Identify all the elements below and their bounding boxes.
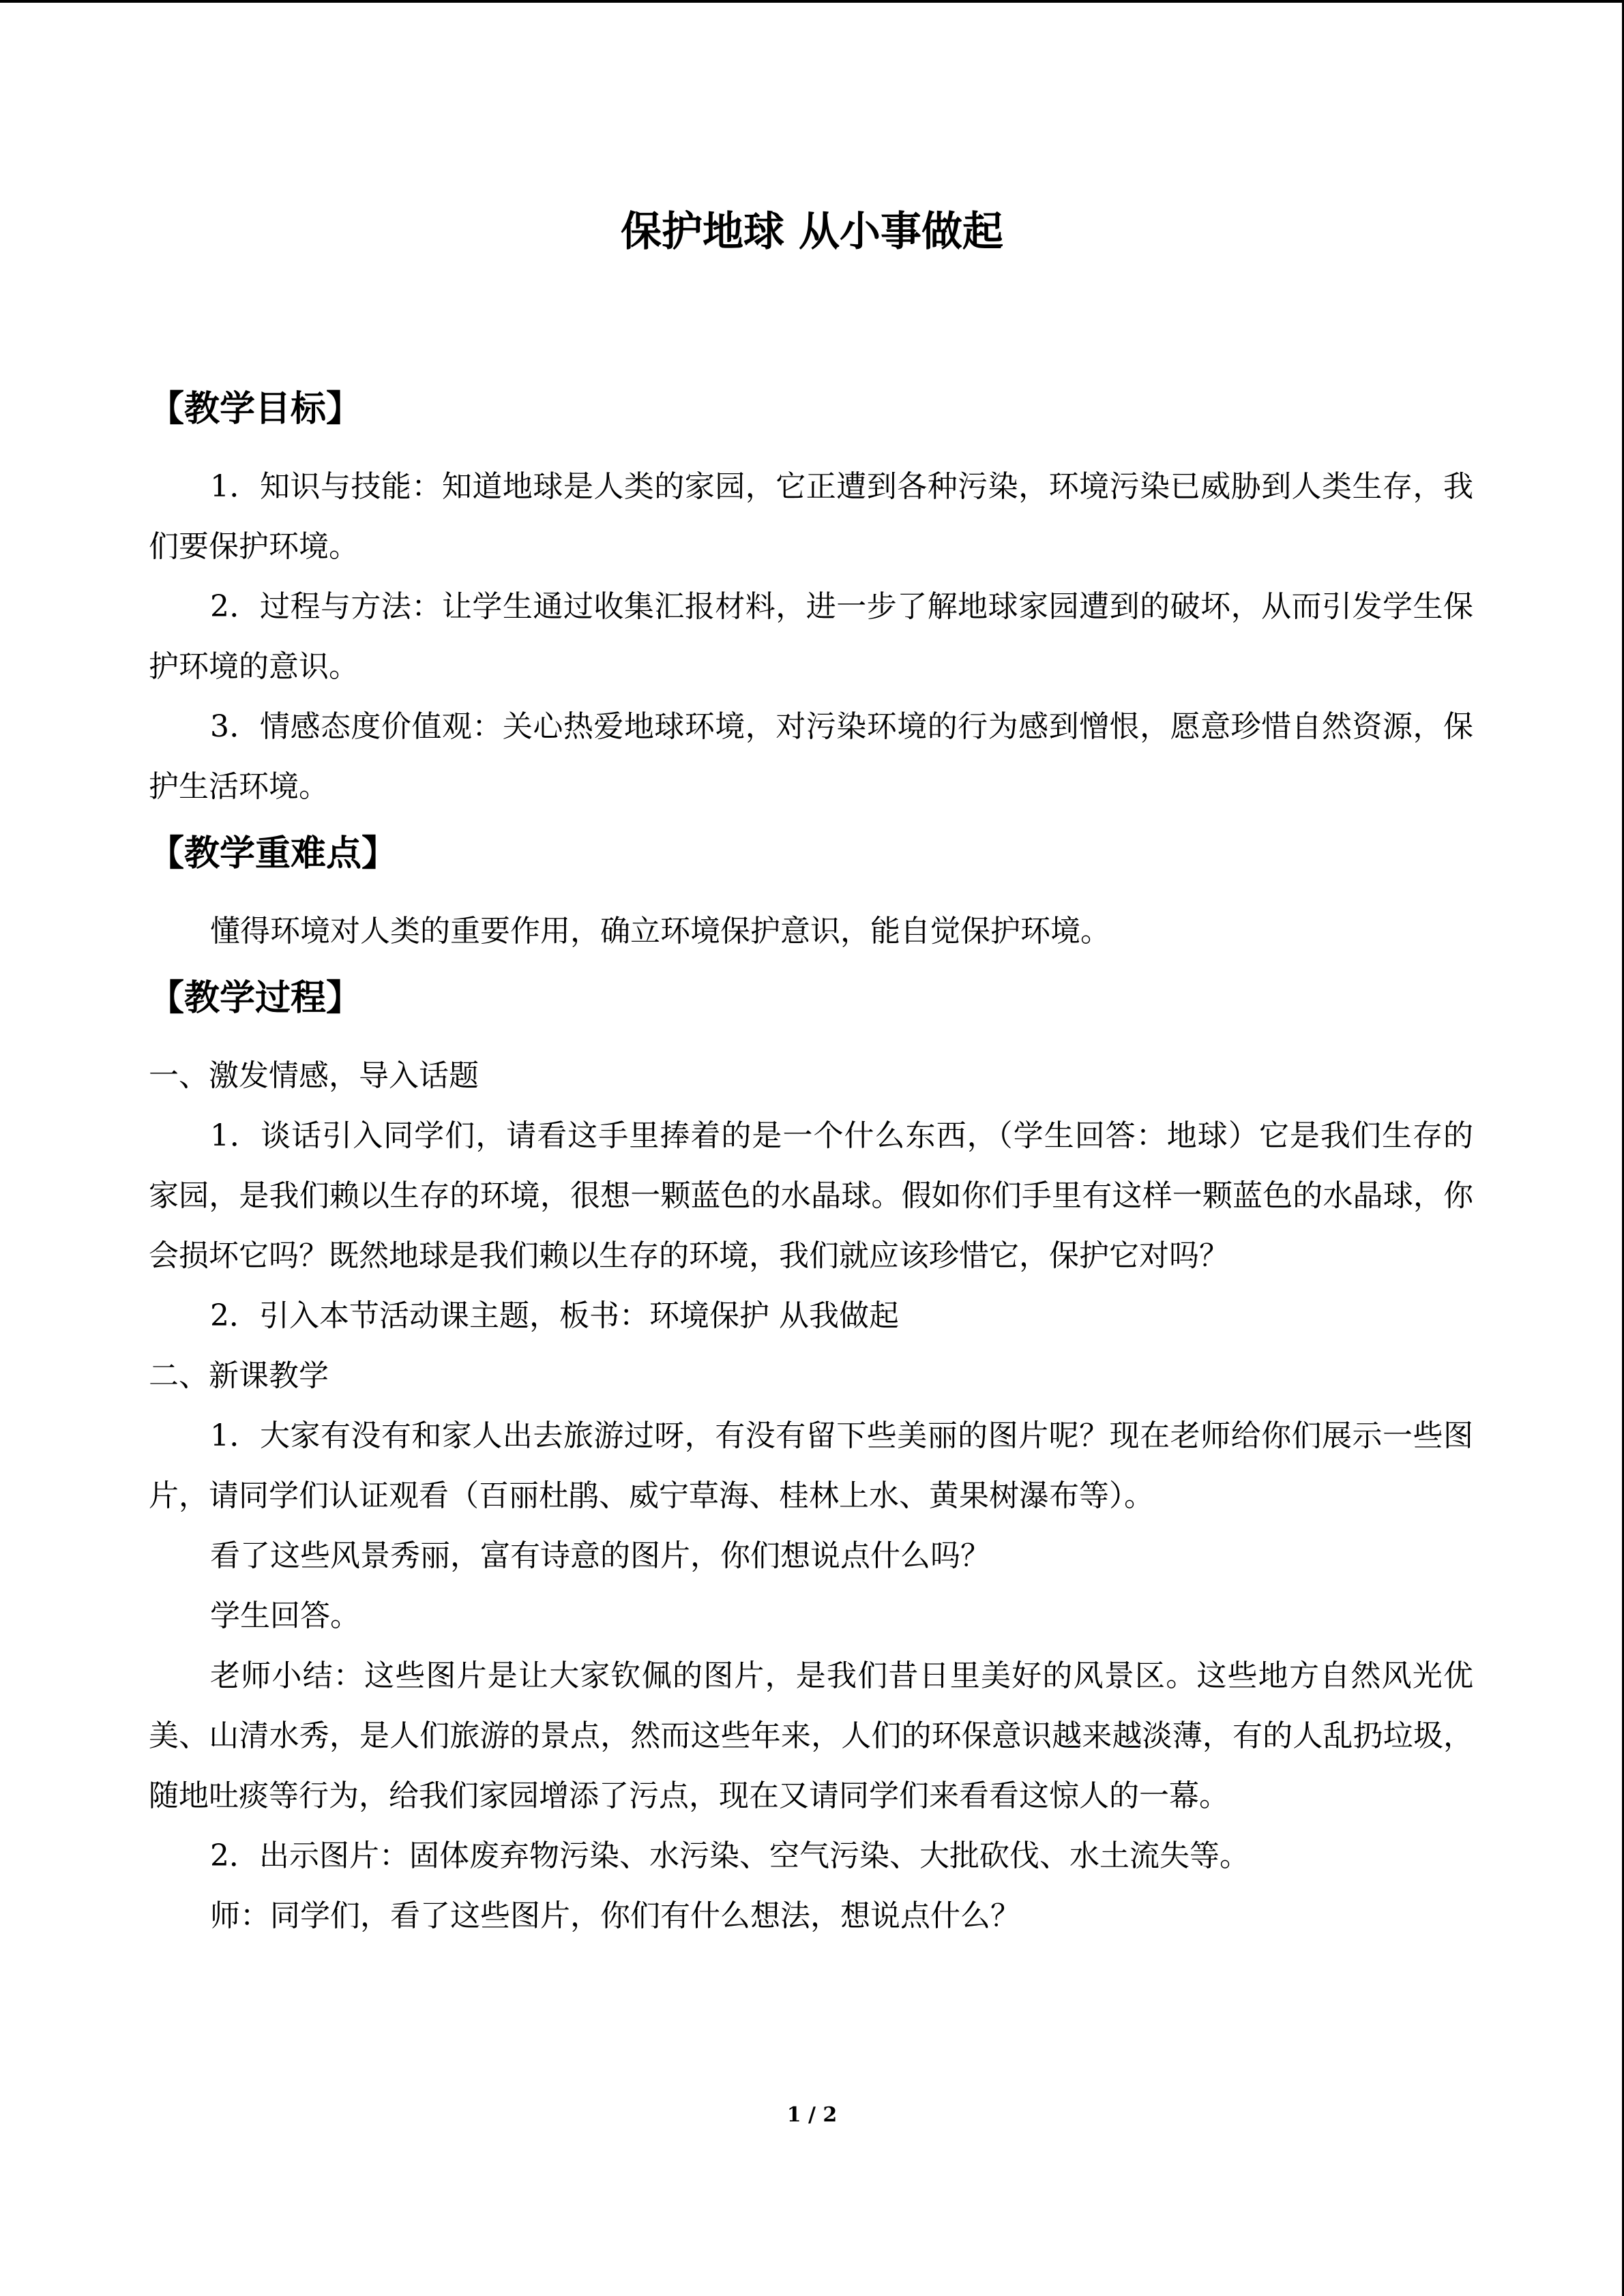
process-part1-heading: 一、激发情感，导入话题 [149,1058,479,1093]
key-points-text: 懂得环境对人类的重要作用，确立环境保护意识，能自觉保护环境。 [210,914,1110,949]
section-heading-process: 【教学过程】 [149,978,362,1019]
section-process [149,971,1473,1946]
section-heading-key-points: 【教学重难点】 [149,833,398,874]
goal-item: 1．知识与技能：知道地球是人类的家园，它正遭到各种污染，环境污染已威胁到人类生存，我们要保护环境。 [149,469,1473,564]
page-indicator: 1 / 2 [786,2103,838,2127]
process-item: 1．谈话引入同学们，请看这手里捧着的是一个什么东西，（学生回答：地球）它是我们生存的家园，是我们赖以生存的环境，很想一颗蓝色的水晶球。假如你们手里有这样一颗蓝色的水晶球，你会损坏它吗？既然地球是我们赖以生存的环境，我们就应该珍惜它，保护它对吗？ [149,1118,1473,1273]
process-item: 2．出示图片：固体废弃物污染、水污染、空气污染、大批砍伐、水土流失等。 [210,1838,1250,1873]
process-item: 老师小结：这些图片是让大家钦佩的图片，是我们昔日里美好的风景区。这些地方自然风光优美、山清水秀，是人们旅游的景点，然而这些年来，人们的环保意识越来越淡薄，有的人乱扔垃圾，随地吐痰等行为，给我们家园增添了污点，现在又请同学们来看看这惊人的一幕。 [149,1658,1473,1813]
goal-item: 2．过程与方法：让学生通过收集汇报材料，进一步了解地球家园遭到的破坏，从而引发学生保护环境的意识。 [149,589,1473,684]
process-item: 学生回答。 [210,1598,360,1633]
document-body [149,382,1473,1946]
section-key-points [149,826,1473,961]
process-item: 师：同学们，看了这些图片，你们有什么想法，想说点什么？ [210,1898,1020,1933]
process-item: 1．大家有没有和家人出去旅游过呀，有没有留下些美丽的图片呢？现在老师给你们展示一些图片，请同学们认证观看（百丽杜鹃、威宁草海、桂林上水、黄果树瀑布等）。 [149,1418,1473,1513]
process-item: 看了这些风景秀丽，富有诗意的图片，你们想说点什么吗？ [210,1538,990,1573]
process-part2-heading: 二、新课教学 [149,1358,329,1393]
section-heading-goals: 【教学目标】 [149,389,362,430]
document-title: 保护地球 从小事做起 [621,208,1003,256]
process-item: 2．引入本节活动课主题，板书：环境保护 从我做起 [210,1298,899,1333]
goal-item: 3．情感态度价值观：关心热爱地球环境，对污染环境的行为感到憎恨，愿意珍惜自然资源，保护生活环境。 [149,709,1473,804]
section-goals [149,382,1473,817]
